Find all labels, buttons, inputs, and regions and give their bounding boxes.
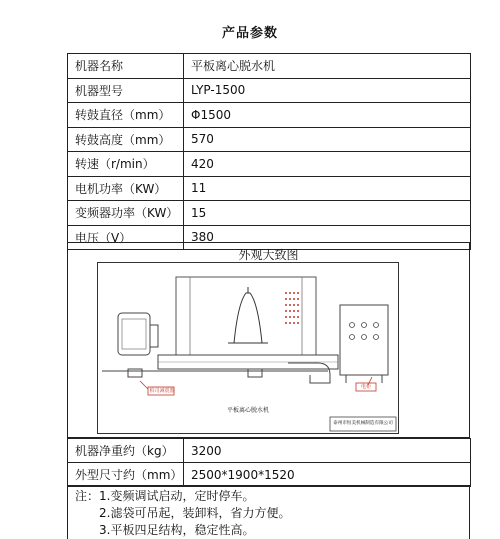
spec-value: 平板离心脱水机 [184, 54, 471, 79]
damper-label: 柏司减震器 [149, 388, 175, 394]
spec-label: 机器型号 [68, 78, 184, 103]
spec-label: 机器净重约（kg） [68, 439, 184, 463]
spec-value: 380 [184, 225, 471, 250]
table-row [68, 78, 471, 103]
spec-label: 电压（V） [68, 225, 184, 250]
table-row [68, 54, 471, 79]
page-title: 产品参数 [221, 26, 278, 41]
spec-label: 转鼓直径（mm） [68, 103, 184, 128]
spec-value: 15 [184, 201, 471, 226]
spec-value: 11 [184, 176, 471, 201]
notes-section [67, 485, 470, 539]
company-name: 泰州市恒美机械制造有限公司 [333, 421, 393, 426]
spec-value: 420 [184, 152, 471, 177]
spec-table [67, 53, 471, 250]
note-line: 3.平板四足结构，稳定性高。 [99, 523, 255, 537]
spec-value: LYP-1500 [184, 78, 471, 103]
spec-table-2 [67, 438, 471, 487]
table-row [68, 103, 471, 128]
note-line: 2.滤袋可吊起，装卸料，省力方便。 [99, 506, 291, 520]
spec-label: 转鼓高度（mm） [68, 127, 184, 152]
spec-label: 转速（r/min） [68, 152, 184, 177]
spec-value: 2500*1900*1520 [184, 463, 471, 487]
machine-drawing [97, 262, 399, 434]
table-row [68, 201, 471, 226]
spec-label: 外型尺寸约（mm） [68, 463, 184, 487]
spec-label: 机器名称 [68, 54, 184, 79]
table-row [68, 176, 471, 201]
drawing-caption: 平板离心脱水机 [226, 407, 269, 414]
table-row [68, 463, 471, 487]
drawing-title: 外观大致图 [238, 248, 299, 262]
table-row [68, 439, 471, 463]
spec-label: 变频器功率（KW） [68, 201, 184, 226]
spec-value: 570 [184, 127, 471, 152]
spec-label: 电机功率（KW） [68, 176, 184, 201]
note-line: 注：1.变频调试启动，定时停车。 [75, 489, 255, 503]
cabinet-label: 电柜 [360, 384, 371, 390]
spec-value: Φ1500 [184, 103, 471, 128]
spec-value: 3200 [184, 439, 471, 463]
table-row [68, 127, 471, 152]
table-row [68, 152, 471, 177]
